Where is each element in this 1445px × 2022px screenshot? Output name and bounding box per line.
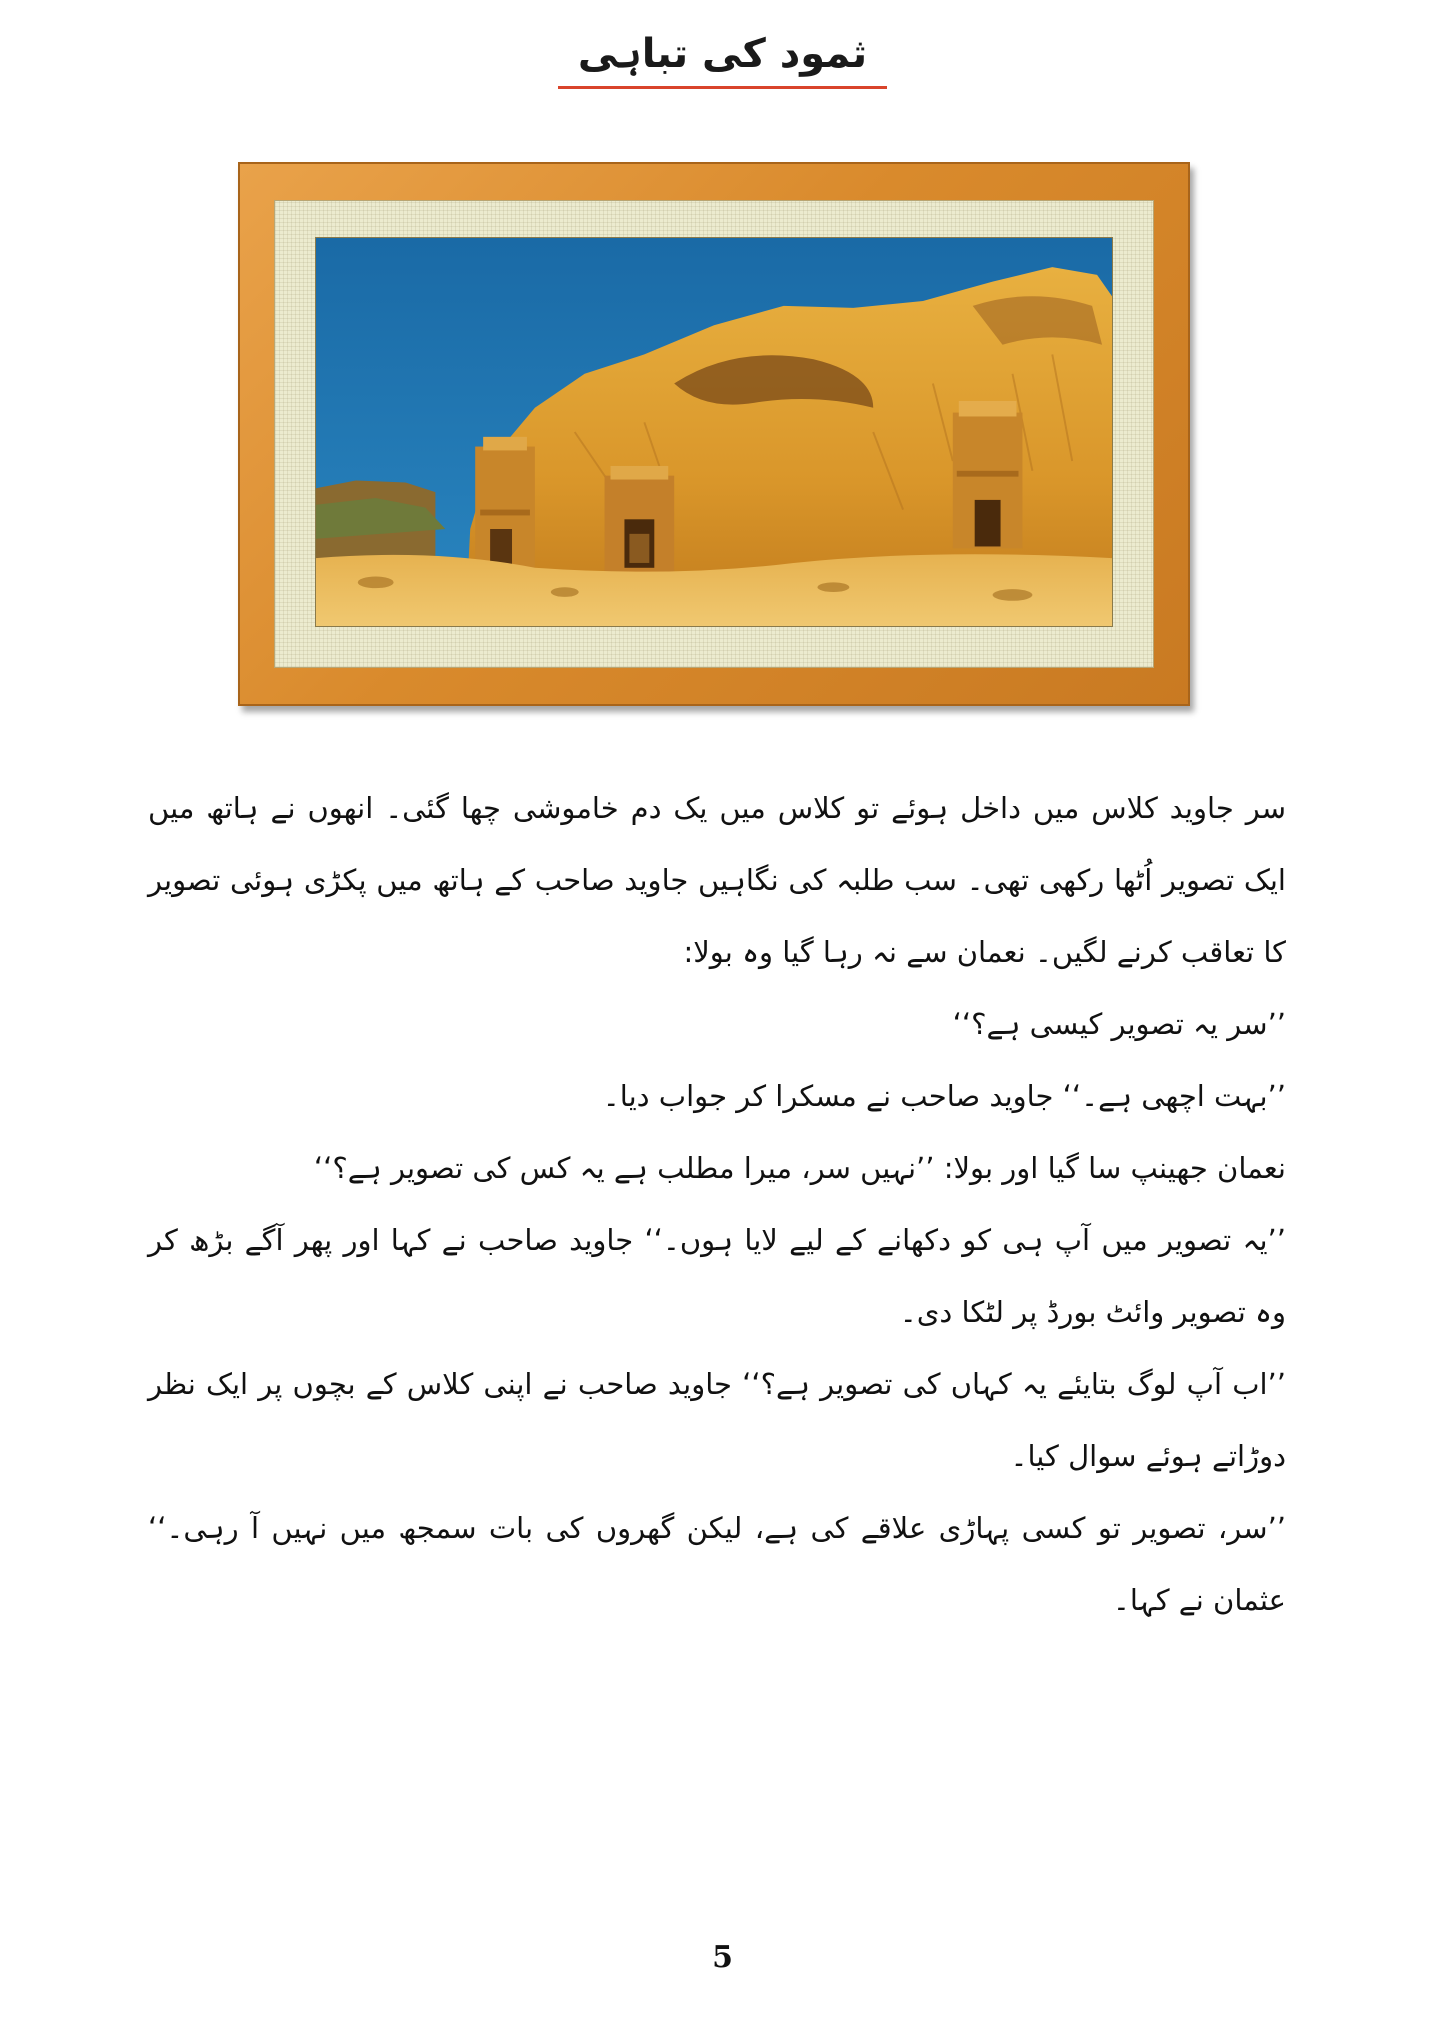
- picture-mat: [274, 200, 1154, 668]
- rock-tombs-photo: [315, 237, 1113, 627]
- paragraph-clarify: نعمان جھینپ سا گیا اور بولا: ’’نہیں سر، میرا مطلب ہے یہ کس کی تصویر ہے؟‘‘: [313, 1151, 1286, 1185]
- page-title: ثمود کی تباہی: [558, 28, 887, 89]
- paragraph-usman: ’’سر، تصویر تو کسی پہاڑی علاقے کی ہے، لیکن گھروں کی بات سمجھ میں نہیں آ رہی۔‘‘ عثمان نے کہا۔: [148, 1511, 1286, 1617]
- paragraph-question: ’’سر یہ تصویر کیسی ہے؟‘‘: [952, 1007, 1286, 1041]
- story-text: [148, 772, 1286, 1636]
- paragraph-intro: سر جاوید کلاس میں داخل ہوئے تو کلاس میں یک دم خاموشی چھا گئی۔ انھوں نے ہاتھ میں ایک تصویر اُٹھا رکھی تھی۔ سب طلبہ کی نگاہیں جاوید صاحب کے ہاتھ میں پکڑی ہوئی تصویر کا تعاقب کرنے لگیں۔ نعمان سے نہ رہا گیا وہ بولا:: [148, 791, 1286, 969]
- rock-tombs-illustration: [316, 238, 1112, 626]
- page-number: 5: [712, 1940, 733, 1975]
- paragraph-reply: ’’بہت اچھی ہے۔‘‘ جاوید صاحب نے مسکرا کر جواب دیا۔: [602, 1079, 1286, 1113]
- paragraph-ask-class: ’’اب آپ لوگ بتایئے یہ کہاں کی تصویر ہے؟‘‘ جاوید صاحب نے اپنی کلاس کے بچوں پر ایک نظر دوڑاتے ہوئے سوال کیا۔: [148, 1367, 1286, 1473]
- picture-frame: [238, 162, 1190, 706]
- paragraph-hang-picture: ’’یہ تصویر میں آپ ہی کو دکھانے کے لیے لایا ہوں۔‘‘ جاوید صاحب نے کہا اور پھر آگے بڑھ کر وہ تصویر وائٹ بورڈ پر لٹکا دی۔: [148, 1223, 1286, 1329]
- page-header: [0, 28, 1445, 89]
